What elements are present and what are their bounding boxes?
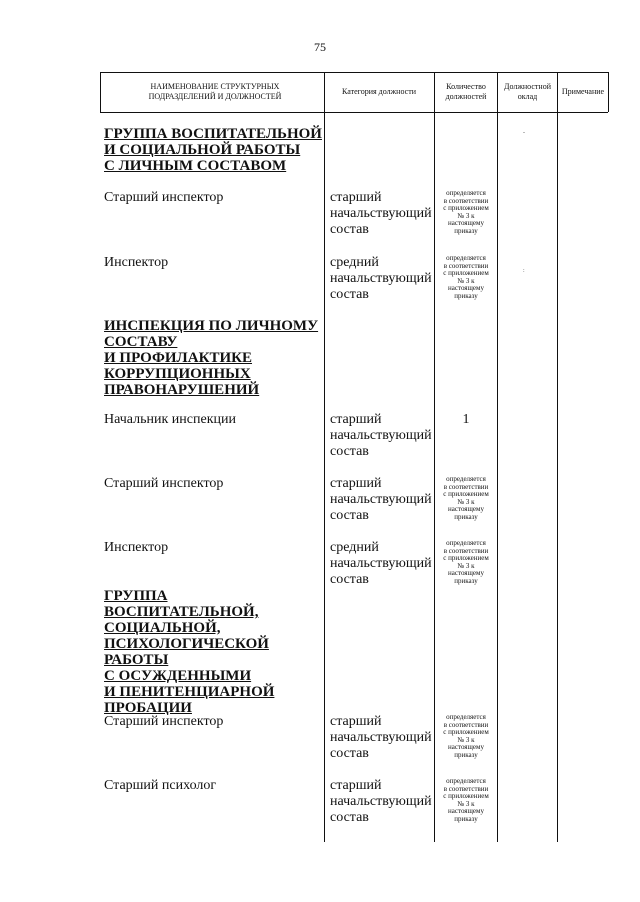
position-name: Инспектор	[104, 540, 169, 555]
salary-column-mark: :	[523, 268, 525, 274]
table-right-border	[608, 72, 609, 112]
section-title-line: СОЦИАЛЬНОЙ,	[104, 620, 221, 636]
position-quantity: определяется в соответствии с приложением № 3 к настоящему приказу	[443, 777, 489, 823]
section-title	[104, 126, 324, 174]
position-quantity: определяется в соответствии с приложением № 3 к настоящему приказу	[443, 475, 489, 521]
section-title-line: ПСИХОЛОГИЧЕСКОЙ	[104, 636, 269, 652]
position-category: старший начальствующий состав	[330, 714, 432, 761]
section-title-line: И ПЕНИТЕНЦИАРНОЙ	[104, 684, 275, 700]
position-category: средний начальствующий состав	[330, 540, 432, 587]
position-quantity: определяется в соответствии с приложением № 3 к настоящему приказу	[443, 189, 489, 235]
position-quantity: определяется в соответствии с приложением № 3 к настоящему приказу	[443, 254, 489, 300]
header-name: НАИМЕНОВАНИЕ СТРУКТУРНЫХ ПОДРАЗДЕЛЕНИЙ И ДОЛЖНОСТЕЙ	[148, 82, 282, 101]
section-title-line: С ЛИЧНЫМ СОСТАВОМ	[104, 158, 287, 174]
column-divider-1	[324, 72, 325, 842]
header-quantity: Количество должностей	[445, 82, 487, 101]
position-name: Старший психолог	[104, 778, 217, 793]
position-name: Начальник инспекции	[104, 412, 236, 427]
position-quantity: определяется в соответствии с приложением № 3 к настоящему приказу	[443, 539, 489, 585]
section-title	[104, 318, 324, 398]
position-name: Инспектор	[104, 255, 169, 270]
page-number: 75	[314, 40, 326, 54]
header-category: Категория должности	[342, 87, 416, 96]
section-title-line: ПРАВОНАРУШЕНИЙ	[104, 382, 260, 398]
position-category: старший начальствующий состав	[330, 190, 432, 237]
section-title	[104, 588, 324, 716]
salary-column-mark: -	[523, 130, 525, 136]
header-salary: Должностной оклад	[504, 82, 551, 101]
position-category: старший начальствующий состав	[330, 778, 432, 825]
position-name: Старший инспектор	[104, 714, 224, 729]
section-title-line: ИНСПЕКЦИЯ ПО ЛИЧНОМУ	[104, 318, 319, 334]
section-title-line: СОСТАВУ	[104, 334, 178, 350]
position-name: Старший инспектор	[104, 476, 224, 491]
section-title-line: РАБОТЫ	[104, 652, 169, 668]
section-title-line: ГРУППА ВОСПИТАТЕЛЬНОЙ	[104, 126, 322, 142]
section-title-line: ПРОБАЦИИ	[104, 700, 192, 716]
table-left-border	[100, 72, 101, 112]
table-header-bottom-border	[100, 112, 608, 113]
column-divider-4	[557, 72, 558, 842]
position-quantity: определяется в соответствии с приложением № 3 к настоящему приказу	[443, 713, 489, 759]
section-title-line: ГРУППА ВОСПИТАТЕЛЬНОЙ,	[104, 588, 259, 620]
header-note: Примечание	[561, 87, 605, 96]
position-name: Старший инспектор	[104, 190, 224, 205]
position-category: средний начальствующий состав	[330, 255, 432, 302]
section-title-line: И ПРОФИЛАКТИКЕ	[104, 350, 253, 366]
position-quantity: 1	[462, 412, 470, 427]
section-title-line: С ОСУЖДЕННЫМИ	[104, 668, 252, 684]
section-title-line: И СОЦИАЛЬНОЙ РАБОТЫ	[104, 142, 301, 158]
section-title-line: КОРРУПЦИОННЫХ	[104, 366, 251, 382]
position-category: старший начальствующий состав	[330, 412, 432, 459]
column-divider-3	[497, 72, 498, 842]
position-category: старший начальствующий состав	[330, 476, 432, 523]
